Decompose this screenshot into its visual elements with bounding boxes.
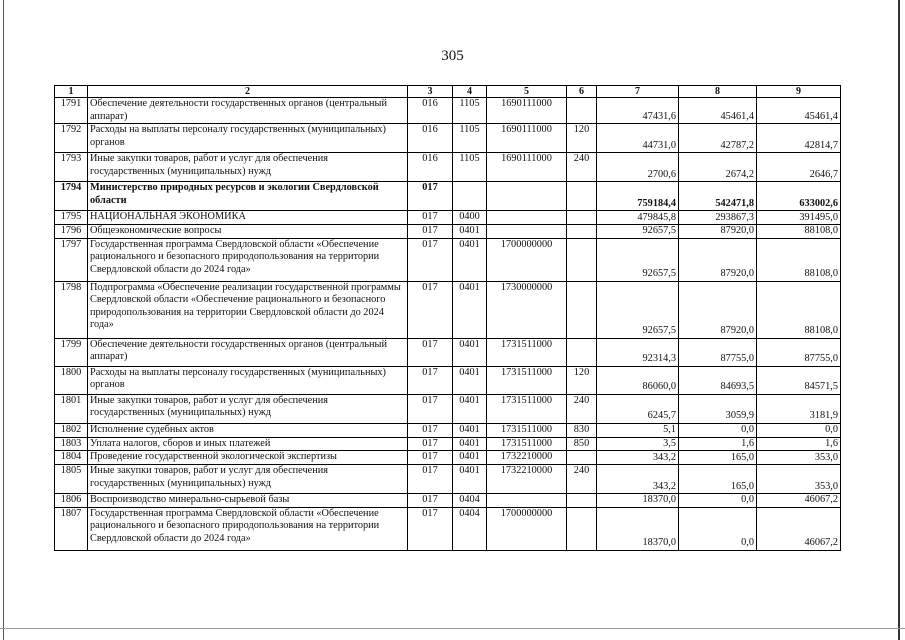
target-article-cell: 1731511000 — [487, 437, 567, 451]
table-body — [55, 98, 841, 551]
amount-col-7-cell: 479845,8 — [597, 211, 679, 225]
ministry-code-cell: 017 — [408, 494, 453, 508]
target-article-cell: 1731511000 — [487, 366, 567, 394]
header-col-9: 9 — [757, 86, 841, 98]
target-article-cell — [487, 211, 567, 225]
ministry-code-cell: 017 — [408, 437, 453, 451]
table-row — [55, 437, 841, 451]
amount-col-8-cell: 293867,3 — [679, 211, 757, 225]
header-col-2: 2 — [88, 86, 408, 98]
amount-col-9-cell: 353,0 — [757, 465, 841, 494]
expense-type-cell: 850 — [567, 437, 597, 451]
expense-type-cell — [567, 451, 597, 465]
table-row — [55, 153, 841, 182]
amount-col-7-cell: 92657,5 — [597, 225, 679, 239]
amount-col-9-cell: 391495,0 — [757, 211, 841, 225]
amount-col-8-cell: 1,6 — [679, 437, 757, 451]
table-row — [55, 182, 841, 211]
amount-col-7-cell: 343,2 — [597, 451, 679, 465]
section-code-cell: 0401 — [453, 394, 487, 423]
expense-type-cell: 120 — [567, 124, 597, 153]
ministry-code-cell: 017 — [408, 465, 453, 494]
amount-col-8-cell: 165,0 — [679, 451, 757, 465]
amount-col-8-cell: 165,0 — [679, 465, 757, 494]
target-article-cell: 1731511000 — [487, 423, 567, 437]
amount-col-7-cell: 92314,3 — [597, 338, 679, 366]
ministry-code-cell: 017 — [408, 238, 453, 281]
row-number-cell: 1792 — [55, 124, 88, 153]
row-number-cell: 1798 — [55, 281, 88, 338]
expense-type-cell — [567, 211, 597, 225]
amount-col-7-cell: 18370,0 — [597, 507, 679, 550]
target-article-cell: 1731511000 — [487, 338, 567, 366]
item-name-cell: Государственная программа Свердловской области «Обеспечение рационального и безопасного природопользования на территории Свердловской области до 2024 года» — [88, 238, 408, 281]
scan-bottom-edge — [0, 628, 905, 629]
ministry-code-cell: 017 — [408, 366, 453, 394]
target-article-cell: 1730000000 — [487, 281, 567, 338]
section-code-cell: 0401 — [453, 451, 487, 465]
ministry-code-cell: 016 — [408, 124, 453, 153]
table-row — [55, 225, 841, 239]
header-col-8: 8 — [679, 86, 757, 98]
expense-type-cell — [567, 281, 597, 338]
ministry-code-cell: 017 — [408, 451, 453, 465]
amount-col-8-cell: 42787,2 — [679, 124, 757, 153]
amount-col-7-cell: 2700,6 — [597, 153, 679, 182]
amount-col-8-cell: 2674,2 — [679, 153, 757, 182]
amount-col-9-cell: 46067,2 — [757, 507, 841, 550]
amount-col-7-cell: 92657,5 — [597, 281, 679, 338]
amount-col-7-cell: 343,2 — [597, 465, 679, 494]
row-number-cell: 1805 — [55, 465, 88, 494]
header-col-7: 7 — [597, 86, 679, 98]
item-name-cell: Министерство природных ресурсов и экологии Свердловской области — [88, 182, 408, 211]
expense-type-cell: 240 — [567, 394, 597, 423]
amount-col-7-cell: 86060,0 — [597, 366, 679, 394]
page-number: 305 — [441, 48, 464, 64]
item-name-cell: Иные закупки товаров, работ и услуг для обеспечения государственных (муниципальных) нужд — [88, 465, 408, 494]
item-name-cell: Проведение государственной экологической экспертизы — [88, 451, 408, 465]
ministry-code-cell: 017 — [408, 211, 453, 225]
row-number-cell: 1802 — [55, 423, 88, 437]
amount-col-8-cell: 45461,4 — [679, 98, 757, 124]
ministry-code-cell: 017 — [408, 225, 453, 239]
amount-col-9-cell: 88108,0 — [757, 225, 841, 239]
target-article-cell — [487, 494, 567, 508]
ministry-code-cell: 016 — [408, 153, 453, 182]
amount-col-8-cell: 542471,8 — [679, 182, 757, 211]
table-row — [55, 366, 841, 394]
expense-type-cell — [567, 98, 597, 124]
amount-col-7-cell: 18370,0 — [597, 494, 679, 508]
item-name-cell: Расходы на выплаты персоналу государственных (муниципальных) органов — [88, 124, 408, 153]
amount-col-8-cell: 0,0 — [679, 423, 757, 437]
expense-type-cell — [567, 338, 597, 366]
amount-col-7-cell: 44731,0 — [597, 124, 679, 153]
row-number-cell: 1793 — [55, 153, 88, 182]
section-code-cell: 0404 — [453, 507, 487, 550]
row-number-cell: 1797 — [55, 238, 88, 281]
target-article-cell: 1700000000 — [487, 507, 567, 550]
amount-col-9-cell: 46067,2 — [757, 494, 841, 508]
table-row — [55, 98, 841, 124]
ministry-code-cell: 017 — [408, 507, 453, 550]
expense-type-cell — [567, 182, 597, 211]
item-name-cell: Иные закупки товаров, работ и услуг для обеспечения государственных (муниципальных) нужд — [88, 394, 408, 423]
section-code-cell: 0401 — [453, 338, 487, 366]
table-row — [55, 451, 841, 465]
ministry-code-cell: 017 — [408, 281, 453, 338]
section-code-cell: 1105 — [453, 124, 487, 153]
expense-type-cell — [567, 225, 597, 239]
section-code-cell: 0404 — [453, 494, 487, 508]
ministry-code-cell: 016 — [408, 98, 453, 124]
ministry-code-cell: 017 — [408, 182, 453, 211]
table-row — [55, 423, 841, 437]
amount-col-9-cell: 88108,0 — [757, 238, 841, 281]
amount-col-9-cell: 2646,7 — [757, 153, 841, 182]
amount-col-9-cell: 353,0 — [757, 451, 841, 465]
item-name-cell: Уплата налогов, сборов и иных платежей — [88, 437, 408, 451]
item-name-cell: НАЦИОНАЛЬНАЯ ЭКОНОМИКА — [88, 211, 408, 225]
row-number-cell: 1799 — [55, 338, 88, 366]
row-number-cell: 1807 — [55, 507, 88, 550]
section-code-cell: 0401 — [453, 423, 487, 437]
row-number-cell: 1800 — [55, 366, 88, 394]
header-col-4: 4 — [453, 86, 487, 98]
row-number-cell: 1794 — [55, 182, 88, 211]
table-header — [55, 86, 841, 98]
item-name-cell: Иные закупки товаров, работ и услуг для обеспечения государственных (муниципальных) нужд — [88, 153, 408, 182]
table-row — [55, 494, 841, 508]
item-name-cell: Подпрограмма «Обеспечение реализации государственной программы Свердловской области «Обеспечение рационального и безопасного природопользования на территории Свердловской области до 2024 года» — [88, 281, 408, 338]
table-row — [55, 465, 841, 494]
amount-col-7-cell: 759184,4 — [597, 182, 679, 211]
amount-col-8-cell: 87920,0 — [679, 238, 757, 281]
section-code-cell: 0401 — [453, 437, 487, 451]
row-number-cell: 1795 — [55, 211, 88, 225]
amount-col-9-cell: 42814,7 — [757, 124, 841, 153]
expense-type-cell — [567, 507, 597, 550]
item-name-cell: Обеспечение деятельности государственных органов (центральный аппарат) — [88, 98, 408, 124]
amount-col-9-cell: 633002,6 — [757, 182, 841, 211]
item-name-cell: Государственная программа Свердловской области «Обеспечение рационального и безопасного природопользования на территории Свердловской области до 2024 года» — [88, 507, 408, 550]
section-code-cell: 1105 — [453, 98, 487, 124]
header-col-3: 3 — [408, 86, 453, 98]
scan-right-edge — [898, 0, 900, 640]
item-name-cell: Обеспечение деятельности государственных органов (центральный аппарат) — [88, 338, 408, 366]
row-number-cell: 1804 — [55, 451, 88, 465]
amount-col-9-cell: 3181,9 — [757, 394, 841, 423]
amount-col-9-cell: 84571,5 — [757, 366, 841, 394]
amount-col-8-cell: 0,0 — [679, 494, 757, 508]
ministry-code-cell: 017 — [408, 338, 453, 366]
expense-type-cell — [567, 494, 597, 508]
target-article-cell — [487, 225, 567, 239]
section-code-cell: 0400 — [453, 211, 487, 225]
scan-left-edge — [3, 0, 4, 640]
amount-col-8-cell: 0,0 — [679, 507, 757, 550]
header-col-6: 6 — [567, 86, 597, 98]
expense-type-cell — [567, 238, 597, 281]
target-article-cell: 1690111000 — [487, 124, 567, 153]
expense-type-cell: 830 — [567, 423, 597, 437]
target-article-cell: 1732210000 — [487, 451, 567, 465]
section-code-cell: 0401 — [453, 366, 487, 394]
header-col-5: 5 — [487, 86, 567, 98]
amount-col-7-cell: 6245,7 — [597, 394, 679, 423]
item-name-cell: Воспроизводство минерально-сырьевой базы — [88, 494, 408, 508]
amount-col-8-cell: 87755,0 — [679, 338, 757, 366]
amount-col-7-cell: 3,5 — [597, 437, 679, 451]
expense-type-cell: 240 — [567, 465, 597, 494]
amount-col-7-cell: 5,1 — [597, 423, 679, 437]
target-article-cell: 1690111000 — [487, 153, 567, 182]
budget-table — [54, 85, 841, 551]
row-number-cell: 1806 — [55, 494, 88, 508]
row-number-cell: 1796 — [55, 225, 88, 239]
target-article-cell: 1732210000 — [487, 465, 567, 494]
ministry-code-cell: 017 — [408, 394, 453, 423]
section-code-cell: 0401 — [453, 225, 487, 239]
expense-type-cell: 120 — [567, 366, 597, 394]
item-name-cell: Общеэкономические вопросы — [88, 225, 408, 239]
item-name-cell: Исполнение судебных актов — [88, 423, 408, 437]
section-code-cell: 0401 — [453, 465, 487, 494]
table-row — [55, 281, 841, 338]
header-col-1: 1 — [55, 86, 88, 98]
row-number-cell: 1803 — [55, 437, 88, 451]
section-code-cell: 0401 — [453, 238, 487, 281]
amount-col-7-cell: 47431,6 — [597, 98, 679, 124]
amount-col-9-cell: 0,0 — [757, 423, 841, 437]
table-row — [55, 238, 841, 281]
amount-col-9-cell: 87755,0 — [757, 338, 841, 366]
amount-col-8-cell: 84693,5 — [679, 366, 757, 394]
amount-col-9-cell: 1,6 — [757, 437, 841, 451]
expense-type-cell: 240 — [567, 153, 597, 182]
section-code-cell: 1105 — [453, 153, 487, 182]
amount-col-7-cell: 92657,5 — [597, 238, 679, 281]
ministry-code-cell: 017 — [408, 423, 453, 437]
table-row — [55, 211, 841, 225]
target-article-cell: 1700000000 — [487, 238, 567, 281]
amount-col-8-cell: 87920,0 — [679, 281, 757, 338]
table-row — [55, 124, 841, 153]
section-code-cell — [453, 182, 487, 211]
target-article-cell: 1690111000 — [487, 98, 567, 124]
table-row — [55, 507, 841, 550]
amount-col-8-cell: 87920,0 — [679, 225, 757, 239]
section-code-cell: 0401 — [453, 281, 487, 338]
target-article-cell: 1731511000 — [487, 394, 567, 423]
row-number-cell: 1791 — [55, 98, 88, 124]
item-name-cell: Расходы на выплаты персоналу государственных (муниципальных) органов — [88, 366, 408, 394]
amount-col-9-cell: 45461,4 — [757, 98, 841, 124]
row-number-cell: 1801 — [55, 394, 88, 423]
amount-col-9-cell: 88108,0 — [757, 281, 841, 338]
target-article-cell — [487, 182, 567, 211]
table-row — [55, 394, 841, 423]
amount-col-8-cell: 3059,9 — [679, 394, 757, 423]
table-row — [55, 338, 841, 366]
